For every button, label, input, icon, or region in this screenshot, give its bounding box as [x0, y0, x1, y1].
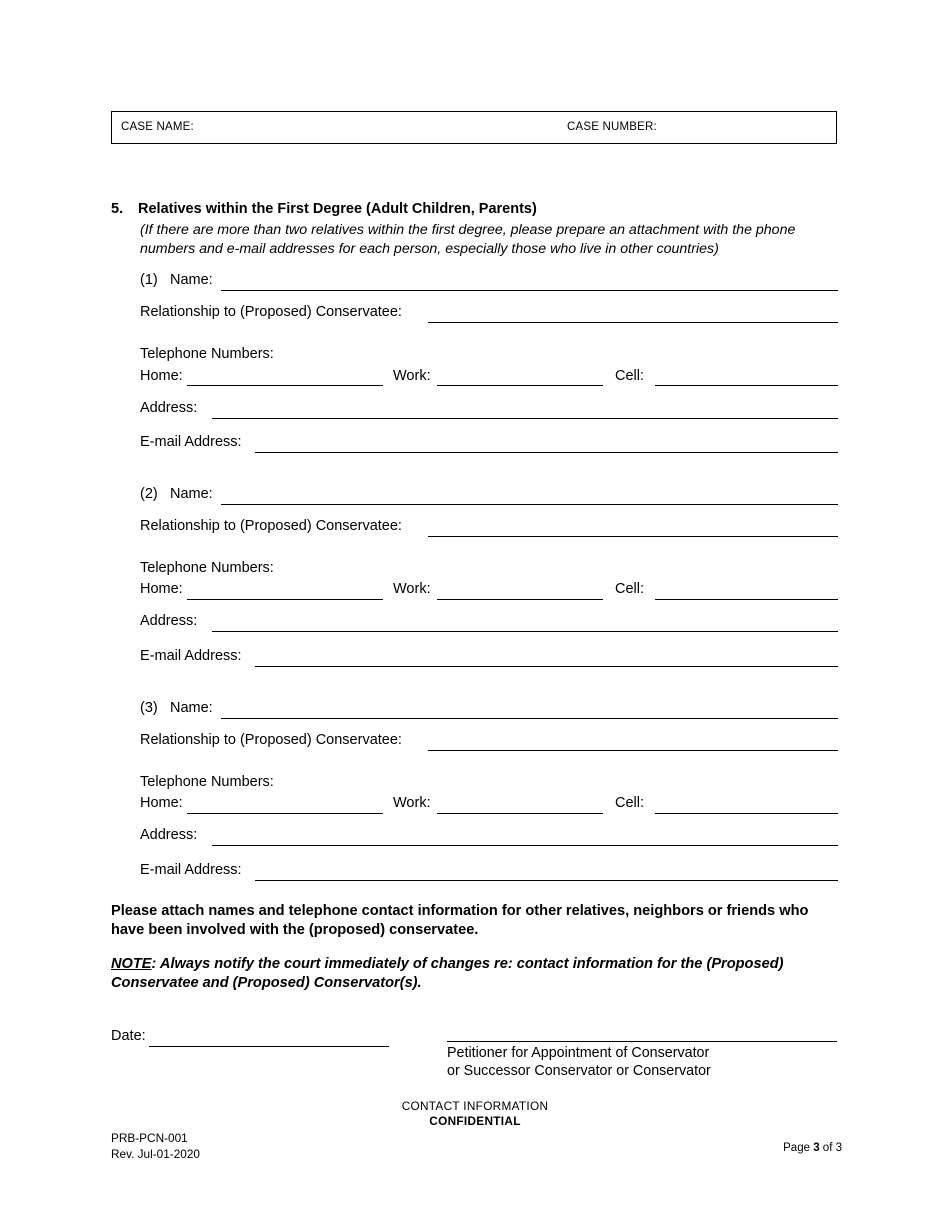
entry-1-home-label: Home: — [140, 368, 183, 384]
entry-2-home-field[interactable] — [187, 599, 383, 600]
entry-3-relationship-field[interactable] — [428, 750, 838, 751]
footer-revision: Rev. Jul-01-2020 — [111, 1147, 200, 1161]
entry-3-cell-label: Cell: — [615, 795, 645, 811]
signature-caption-line-1: Petitioner for Appointment of Conservator — [447, 1045, 710, 1061]
entry-2-email-field[interactable] — [255, 666, 838, 667]
entry-2-cell-label: Cell: — [615, 581, 645, 597]
entry-2-cell-field[interactable] — [655, 599, 838, 600]
entry-1-name-label: Name: — [170, 272, 213, 288]
entry-1-marker: (1) — [140, 272, 158, 288]
page-total: 3 — [835, 1142, 842, 1154]
entry-1-email-field[interactable] — [255, 452, 838, 453]
entry-3-work-field[interactable] — [437, 813, 603, 814]
entry-1-address-label: Address: — [140, 400, 198, 416]
entry-1-telephone-numbers-label: Telephone Numbers: — [140, 346, 274, 362]
signature-caption-line-2: or Successor Conservator or Conservator — [447, 1063, 711, 1079]
entry-3-email-label: E-mail Address: — [140, 862, 242, 878]
entry-1-cell-field[interactable] — [655, 385, 838, 386]
entry-1-name-field[interactable] — [221, 290, 838, 291]
footer-page-number — [783, 1142, 842, 1154]
entry-1-relationship-label: Relationship to (Proposed) Conservatee: — [140, 304, 402, 320]
case-number-label: CASE NUMBER: — [567, 121, 657, 133]
date-label: Date: — [111, 1028, 146, 1044]
page-current: 3 — [813, 1142, 820, 1154]
entry-3-home-label: Home: — [140, 795, 183, 811]
entry-3-marker: (3) — [140, 700, 158, 716]
page-of: of — [822, 1142, 833, 1154]
entry-1-relationship-field[interactable] — [428, 322, 838, 323]
note-text: : Always notify the court immediately of changes re: contact information for the (Proposed) Conservatee and (Proposed) Conservator(s). — [111, 956, 784, 991]
footer-confidential: CONFIDENTIAL — [429, 1114, 521, 1128]
entry-1-email-label: E-mail Address: — [140, 434, 242, 450]
section-title: Relatives within the First Degree (Adult Children, Parents) — [138, 201, 537, 217]
entry-3-relationship-label: Relationship to (Proposed) Conservatee: — [140, 732, 402, 748]
entry-2-email-label: E-mail Address: — [140, 648, 242, 664]
entry-3-address-label: Address: — [140, 827, 198, 843]
entry-1-address-field[interactable] — [212, 418, 838, 419]
entry-3-home-field[interactable] — [187, 813, 383, 814]
signature-field[interactable] — [447, 1041, 837, 1042]
section-number: 5. — [111, 201, 124, 217]
page-prefix: Page — [783, 1142, 810, 1154]
entry-3-email-field[interactable] — [255, 880, 838, 881]
entry-1-home-field[interactable] — [187, 385, 383, 386]
footer-contact-information: CONTACT INFORMATION — [401, 1099, 549, 1113]
entry-2-telephone-numbers-label: Telephone Numbers: — [140, 560, 274, 576]
entry-2-marker: (2) — [140, 486, 158, 502]
entry-2-home-label: Home: — [140, 581, 183, 597]
note-paragraph — [111, 955, 851, 993]
section-instruction: (If there are more than two relatives within the first degree, please prepare an attachment with the phone numbers and e-mail addresses for each person, especially those who live in other countries) — [140, 222, 796, 257]
note-label: NOTE — [111, 956, 152, 972]
entry-1-work-label: Work: — [393, 368, 431, 384]
entry-2-relationship-field[interactable] — [428, 536, 838, 537]
entry-2-work-field[interactable] — [437, 599, 603, 600]
entry-3-address-field[interactable] — [212, 845, 838, 846]
signature-caption — [447, 1044, 711, 1080]
case-name-label: CASE NAME: — [121, 121, 194, 133]
date-field[interactable] — [149, 1046, 389, 1047]
entry-3-telephone-numbers-label: Telephone Numbers: — [140, 774, 274, 790]
entry-2-address-label: Address: — [140, 613, 198, 629]
entry-1-cell-label: Cell: — [615, 368, 645, 384]
entry-2-address-field[interactable] — [212, 631, 838, 632]
entry-1-work-field[interactable] — [437, 385, 603, 386]
case-header-box — [111, 111, 837, 144]
entry-2-name-label: Name: — [170, 486, 213, 502]
entry-3-name-label: Name: — [170, 700, 213, 716]
attach-paragraph: Please attach names and telephone contact information for other relatives, neighbors or friends who have been involved with the (proposed) conservatee. — [111, 903, 809, 938]
entry-2-relationship-label: Relationship to (Proposed) Conservatee: — [140, 518, 402, 534]
entry-2-name-field[interactable] — [221, 504, 838, 505]
entry-2-work-label: Work: — [393, 581, 431, 597]
entry-3-cell-field[interactable] — [655, 813, 838, 814]
footer-form-number: PRB-PCN-001 — [111, 1131, 188, 1145]
entry-3-work-label: Work: — [393, 795, 431, 811]
entry-3-name-field[interactable] — [221, 718, 838, 719]
footer-form-info — [111, 1130, 200, 1162]
